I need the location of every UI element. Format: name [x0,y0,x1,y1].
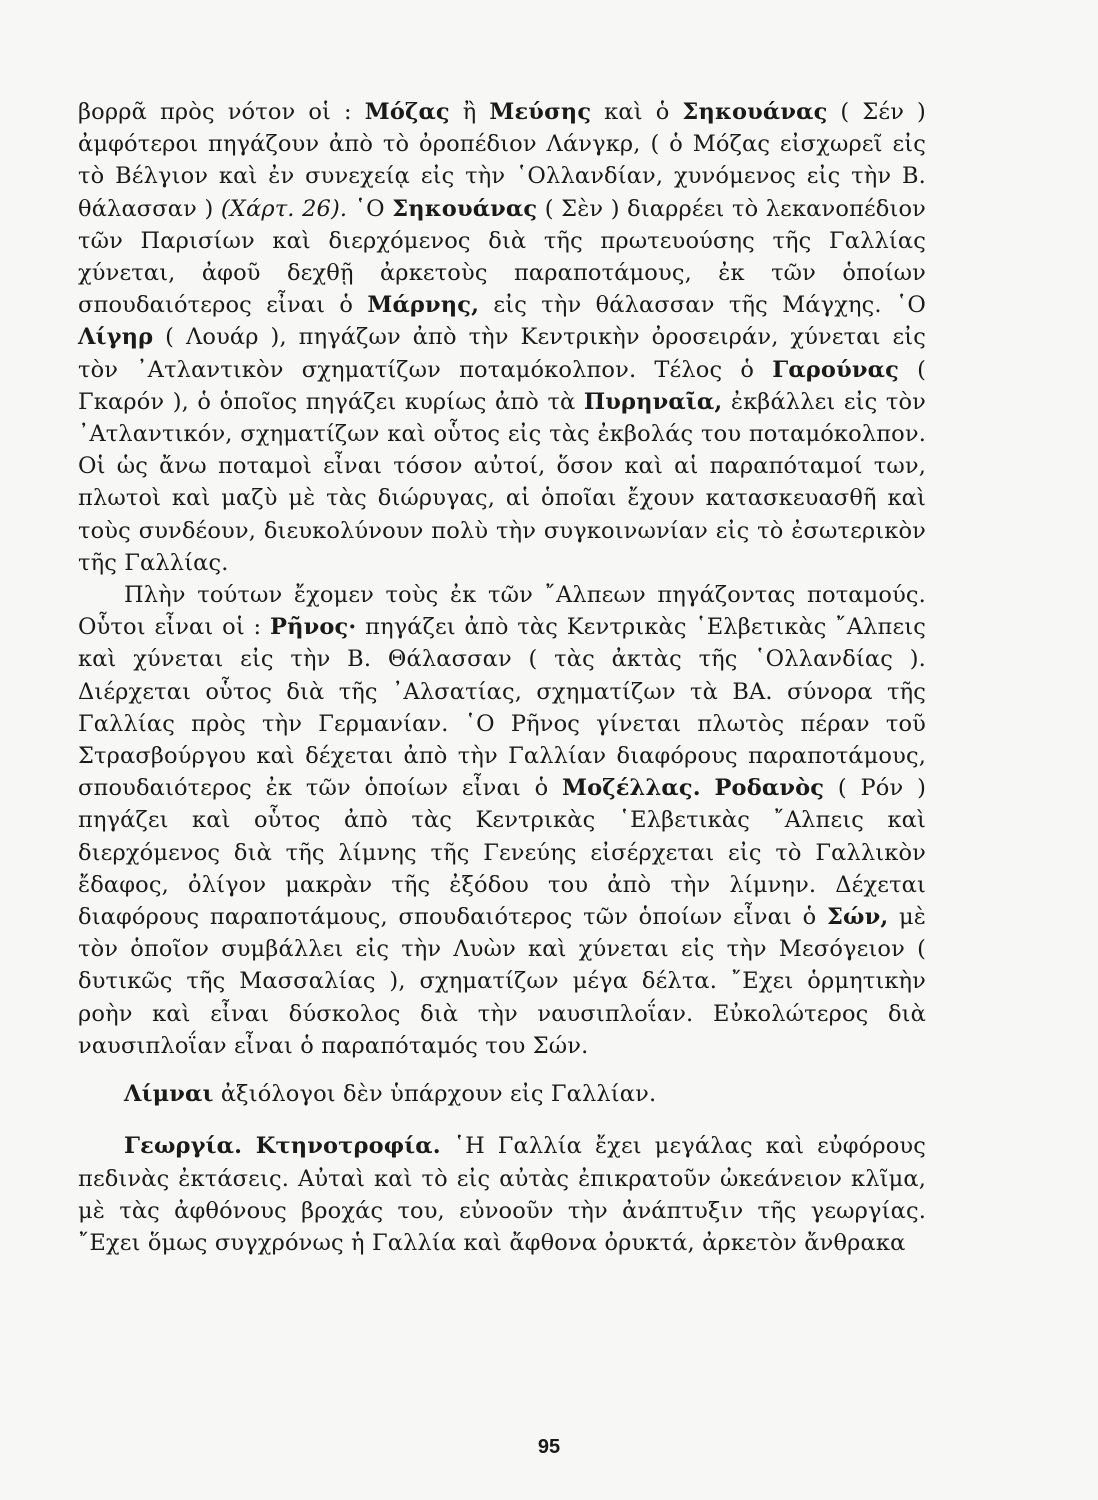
heading-limnai: Λίμναι [124,1081,214,1108]
paragraph-agriculture [78,1130,926,1259]
text-run: ( Ρόν ) πηγάζει καὶ οὗτος ἀπὸ τὰς Κεντρικὰς ῾Ελβετικὰς ῎Αλπεις καὶ διερχόμενος διὰ τῆς λίμνης τῆς Γενεύης εἰσέρχεται εἰς τὸ Γαλλικὸν ἔδαφος, ὀλίγον μακρὰν τῆς ἐξόδου του ἀπὸ τὴν λίμνην. Δέχεται διαφόρους παραποτάμους, σπουδαιότερος τῶν ὁποίων εἶναι ὁ [78,775,927,931]
text-body [78,96,926,1259]
term-rinos: Ρῆνος· [270,614,357,641]
text-run: ( Λουάρ ), πηγάζων ἀπὸ τὴν Κεντρικὴν ὀροσειράν, χύνεται εἰς τὸν ᾿Ατλαντικὸν σχηματίζων ποταμόκολπον. Τέλος ὁ [78,324,926,383]
text-run: καὶ ὁ [591,99,683,125]
term-son: Σών, [826,904,889,931]
text-run: ῾Ο [347,195,393,222]
term-sikouanas: Σηκουάνας [682,99,828,125]
text-run: ἐκβάλλει εἰς τὸν ᾿Ατλαντικόν, σχηματίζων καὶ οὗτος εἰς τὰς ἐκβολάς του ποταμόκολπον. Οἱ ὡς ἄνω ποταμοὶ εἶναι τόσον αὐτοί, ὅσον καὶ αἱ παραπόταμοί των, πλωτοὶ καὶ μαζὺ μὲ τὰς διώρυγας, αἱ ὁποῖαι ἔχουν κατασκευασθῆ καὶ τοὺς συνδέουν, διευκολύνουν πολὺ τὴν συγκοινωνίαν εἰς τὸ ἐσωτερικὸν τῆς Γαλλίας. [78,388,926,576]
paragraph-lakes [78,1078,926,1110]
term-mozas: Μόζας [364,99,450,125]
term-sikouanas-2: Σηκουάνας [392,195,538,222]
text-run: ῾Η Γαλλία ἔχει μεγάλας καὶ εὐφόρους πεδινὰς ἐκτάσεις. Αὐταὶ καὶ τὸ εἰς αὐτὰς ἐπικρατοῦν ὠκεάνειον κλῖμα, μὲ τὰς ἀφθόνους βροχάς του, εὐνοοῦν τὴν ἀνάπτυξιν τῆς γεωργίας. ῎Εχει ὅμως συγχρόνως ἡ Γαλλία καὶ ἄφθονα ὀρυκτά, ἀρκετὸν ἄνθρακα [78,1133,926,1256]
map-reference: (Χάρτ. 26). [220,195,348,222]
term-marnis: Μάρνης, [367,292,480,319]
page-number: 95 [537,1436,561,1458]
term-pyrinaia: Πυρηναῖα, [583,388,723,415]
term-meusis: Μεύσης [489,99,592,125]
term-mozellas: Μοζέλλας. [562,775,701,802]
text-run: ( Γκαρόν ), ὁ ὁποῖος πηγάζει κυρίως ἀπὸ τὰ [78,356,926,415]
term-rodanos: Ροδανὸς [714,775,825,802]
text-run: ἢ [449,99,490,125]
text-run: ( Σέν ) ἀμφότεροι πηγάζουν ἀπὸ τὸ ὀροπέδιον Λάνγκρ, ( ὁ Μόζας εἰσχωρεῖ εἰς τὸ Βέλγιον καὶ ἐν συνεχείᾳ εἰς τὴν ῾Ολλανδίαν, χυνόμενος εἰς τὴν Β. θάλασσαν ) [78,99,926,222]
text-run: εἰς τὴν θάλασσαν τῆς Μάγχης. ῾Ο [479,292,926,319]
term-garounas: Γαρούνας [772,356,899,383]
text-run: μὲ τὸν ὁποῖον συμβάλλει εἰς τὴν Λυὼν καὶ χύνεται εἰς τὴν Μεσόγειον ( δυτικῶς τῆς Μασσαλίας ), σχηματίζων μέγα δέλτα. ῎Εχει ὁρμητικὴν ροὴν καὶ εἶναι δύσκολος διὰ τὴν ναυσιπλοΐαν. Εὐκολώτερος διὰ ναυσιπλοΐαν εἶναι ὁ παραπόταμός του Σών. [78,904,926,1059]
term-ligir: Λίγηρ [78,324,154,351]
text-run: βορρᾶ πρὸς νότον οἱ : [78,99,365,125]
text-run: Πλὴν τούτων ἔχομεν τοὺς ἐκ τῶν ῎Αλπεων πηγάζοντας ποταμούς. Οὗτοι εἶναι οἱ : [78,582,926,641]
paragraph-rivers-north [78,96,926,579]
text-run: πηγάζει ἀπὸ τὰς Κεντρικὰς ῾Ελβετικὰς ῎Αλπεις καὶ χύνεται εἰς τὴν Β. Θάλασσαν ( τὰς ἀκτὰς τῆς ῾Ολλανδίας ). Διέρχεται οὗτος διὰ τῆς ᾿Αλσατίας, σχηματίζων τὰ ΒΑ. σύνορα τῆς Γαλλίας πρὸς τὴν Γερμανίαν. ῾Ο Ρῆνος γίνεται πλωτὸς πέραν τοῦ Στρασβούργου καὶ δέχεται ἀπὸ τὴν Γαλλίαν διαφόρους παραποτάμους, σπουδαιότερος ἐκ τῶν ὁποίων εἶναι ὁ [78,614,926,802]
text-run [701,775,715,801]
text-run: ( Σὲν ) διαρρέει τὸ λεκανοπέδιον τῶν Παρισίων καὶ διερχόμενος διὰ τῆς πρωτευούσης τῆς Γαλλίας χύνεται, ἀφοῦ δεχθῇ ἀρκετοὺς παραποτάμους, ἐκ τῶν ὁποίων σπουδαιότερος εἶναι ὁ [78,195,926,319]
text-run: ἀξιόλογοι δὲν ὑπάρχουν εἰς Γαλλίαν. [213,1081,657,1108]
heading-georgia: Γεωργία. Κτηνοτροφία. [124,1133,441,1160]
paragraph-alpine-rivers [78,579,926,1062]
